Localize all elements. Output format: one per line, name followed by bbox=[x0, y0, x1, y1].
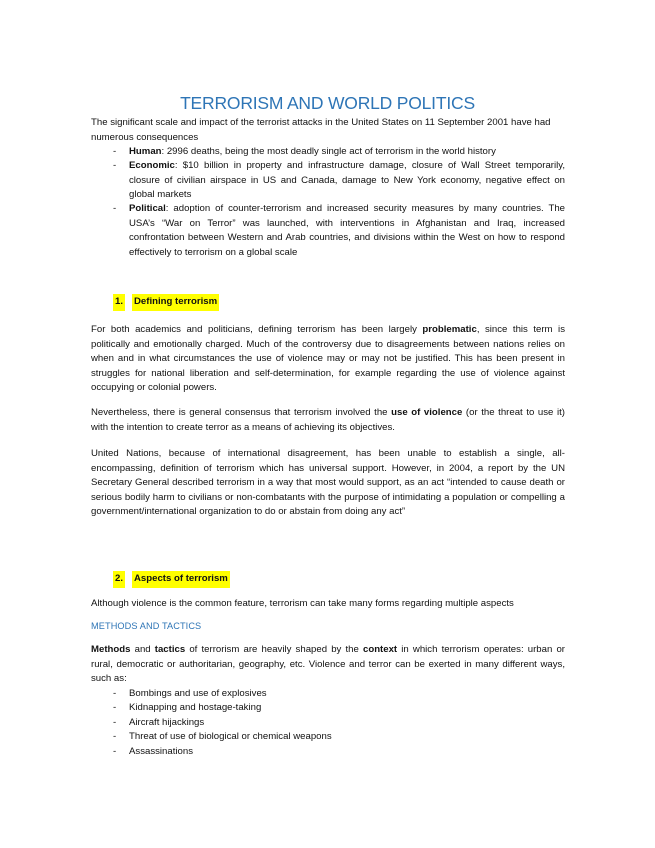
list-item-label: Political bbox=[129, 203, 166, 214]
bullet-dash: - bbox=[113, 746, 117, 757]
list-item bbox=[91, 145, 565, 160]
section-title: Defining terrorism bbox=[132, 294, 219, 311]
paragraph-united-nations: United Nations, because of international disagreement, has been unable to establish a single, all-encompassing, definition of terrorism which has universal support. However, in 2004, a report by the UN Secretary General described terrorism in a way that most would support, as an act “intended to cause death or serious bodily harm to civilians or non-combatants with the purpose of intimidating a population or compelling a government/international organization to do or abstain from doing any act” bbox=[91, 448, 565, 517]
list-item-label: Human bbox=[129, 146, 162, 157]
subheading-methods-and-tactics: METHODS AND TACTICS bbox=[91, 621, 202, 631]
paragraph-common-feature: Although violence is the common feature, terrorism can take many forms regarding multiple aspects bbox=[91, 598, 514, 609]
paragraph-text: Nevertheless, there is general consensus that terrorism involved the bbox=[91, 407, 392, 418]
page-title: TERRORISM AND WORLD POLITICS bbox=[180, 93, 475, 113]
paragraph-text: of terrorism are heavily shaped by the bbox=[185, 644, 363, 655]
list-item bbox=[91, 159, 565, 203]
list-item bbox=[91, 701, 565, 716]
section-number: 2. bbox=[113, 571, 125, 588]
paragraph-text: and bbox=[130, 644, 155, 655]
list-item-text: Assassinations bbox=[129, 746, 193, 757]
intro-paragraph: The significant scale and impact of the terrorist attacks in the United States on 11 September 2001 have had numerous consequences bbox=[91, 117, 551, 143]
paragraph-problematic bbox=[91, 323, 565, 396]
paragraph-emphasis: tactics bbox=[154, 644, 186, 655]
list-item-text: : 2996 deaths, being the most deadly single act of terrorism in the world history bbox=[161, 146, 496, 157]
list-item-text: : adoption of counter-terrorism and increased security measures by many countries. The USA’s “War on Terror” was launched, with interventions in Afghanistan and Iraq, increased confrontation between Western and Arab countries, and divisions within the West on how to respond effectively to terrorism on a global scale bbox=[129, 203, 565, 258]
paragraph-emphasis: problematic bbox=[422, 324, 477, 335]
list-item-text: Bombings and use of explosives bbox=[129, 688, 267, 699]
bullet-dash: - bbox=[113, 160, 117, 171]
list-item bbox=[91, 202, 565, 260]
bullet-dash: - bbox=[113, 146, 117, 157]
paragraph-text: , since this term is politically and emotionally charged. Much of the controversy due to disagreements between nations relies on when and in what circumstances the use of violence may or may not be justified. This has been present in struggles for national liberation and self-determination, for example regarding the use of violence against occupying or colonial powers. bbox=[91, 324, 565, 393]
list-item bbox=[91, 730, 565, 745]
list-item-label: Economic bbox=[129, 160, 175, 171]
list-item-text: Kidnapping and hostage-taking bbox=[129, 702, 262, 713]
bullet-dash: - bbox=[113, 717, 117, 728]
list-item-text: Threat of use of biological or chemical weapons bbox=[129, 731, 332, 742]
paragraph-text: (or the threat to use it) with the intention to create terror as a means of achieving its objectives. bbox=[91, 407, 565, 433]
list-item bbox=[91, 687, 565, 702]
paragraph-text: in which terrorism operates: urban or rural, democratic or authoritarian, geography, etc. Violence and terror can be exerted in many different ways, such as: bbox=[91, 644, 565, 684]
paragraph-methods bbox=[91, 643, 565, 687]
list-item bbox=[91, 716, 565, 731]
bullet-dash: - bbox=[113, 702, 117, 713]
bullet-dash: - bbox=[113, 203, 117, 214]
paragraph-emphasis: Methods bbox=[91, 644, 131, 655]
paragraph-emphasis: context bbox=[363, 644, 398, 655]
bullet-dash: - bbox=[113, 731, 117, 742]
section-number: 1. bbox=[113, 294, 125, 311]
list-item bbox=[91, 745, 565, 760]
bullet-dash: - bbox=[113, 688, 117, 699]
list-item-text: : $10 billion in property and infrastructure damage, closure of Wall Street temporarily, closure of civilian airspace in US and Canada, damage to New York economy, negative effect on global markets bbox=[129, 160, 565, 200]
section-title: Aspects of terrorism bbox=[132, 571, 230, 588]
paragraph-text: For both academics and politicians, defining terrorism has been largely bbox=[91, 324, 423, 335]
paragraph-emphasis: use of violence bbox=[391, 407, 463, 418]
list-item-text: Aircraft hijackings bbox=[129, 717, 205, 728]
paragraph-use-of-violence bbox=[91, 406, 565, 435]
